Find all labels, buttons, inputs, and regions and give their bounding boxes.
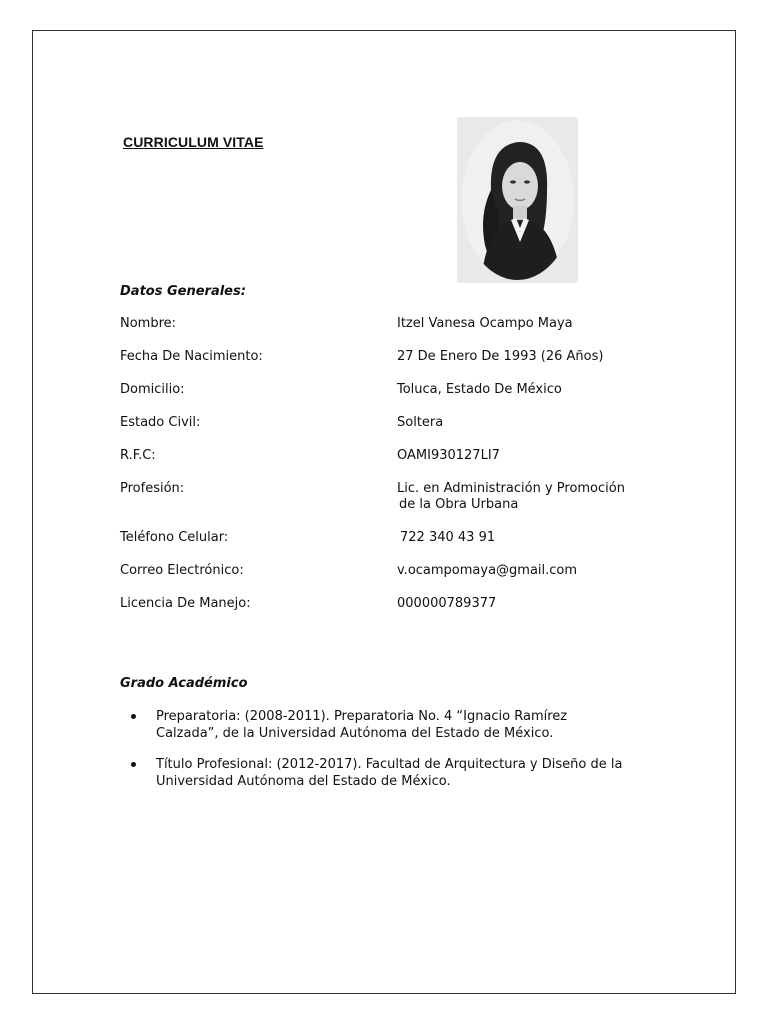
label-fecha-nacimiento: Fecha De Nacimiento: [120,349,263,364]
profile-photo [457,117,578,283]
list-item [120,756,680,790]
label-estado-civil: Estado Civil: [120,415,201,430]
portrait-photo-icon [461,120,574,280]
list-item [120,708,680,742]
label-telefono: Teléfono Celular: [120,530,229,545]
label-rfc: R.F.C: [120,448,156,463]
page-border [32,30,736,994]
label-profesion: Profesión: [120,481,185,496]
value-estado-civil: Soltera [397,415,444,430]
page-title: CURRICULUM VITAE [123,134,264,150]
education-item-line1: Título Profesional: (2012-2017). Facultad de Arquitectura y Diseño de la [156,757,623,772]
value-rfc: OAMI930127LI7 [397,448,500,463]
value-profesion [397,481,625,513]
education-item-line2: Calzada”, de la Universidad Autónoma del Estado de México. [156,726,554,741]
education-item-line1: Preparatoria: (2008-2011). Preparatoria No. 4 “Ignacio Ramírez [156,709,568,724]
label-licencia: Licencia De Manejo: [120,596,251,611]
value-profesion-line1: Lic. en Administración y Promoción [397,481,625,496]
value-domicilio: Toluca, Estado De México [397,382,562,397]
value-licencia: 000000789377 [397,596,497,611]
section-heading-grado-academico: Grado Académico [120,676,248,691]
label-domicilio: Domicilio: [120,382,185,397]
label-nombre: Nombre: [120,316,177,331]
value-fecha-nacimiento: 27 De Enero De 1993 (26 Años) [397,349,604,364]
value-telefono: 722 340 43 91 [400,530,496,545]
value-nombre: Itzel Vanesa Ocampo Maya [397,316,573,331]
label-correo: Correo Electrónico: [120,563,244,578]
bullet-icon [131,762,136,767]
bullet-icon [131,714,136,719]
value-profesion-line2: de la Obra Urbana [399,497,519,512]
section-heading-datos-generales: Datos Generales: [120,284,246,299]
education-list [120,708,680,804]
value-correo: v.ocampomaya@gmail.com [397,563,578,578]
education-item-line2: Universidad Autónoma del Estado de México. [156,774,451,789]
